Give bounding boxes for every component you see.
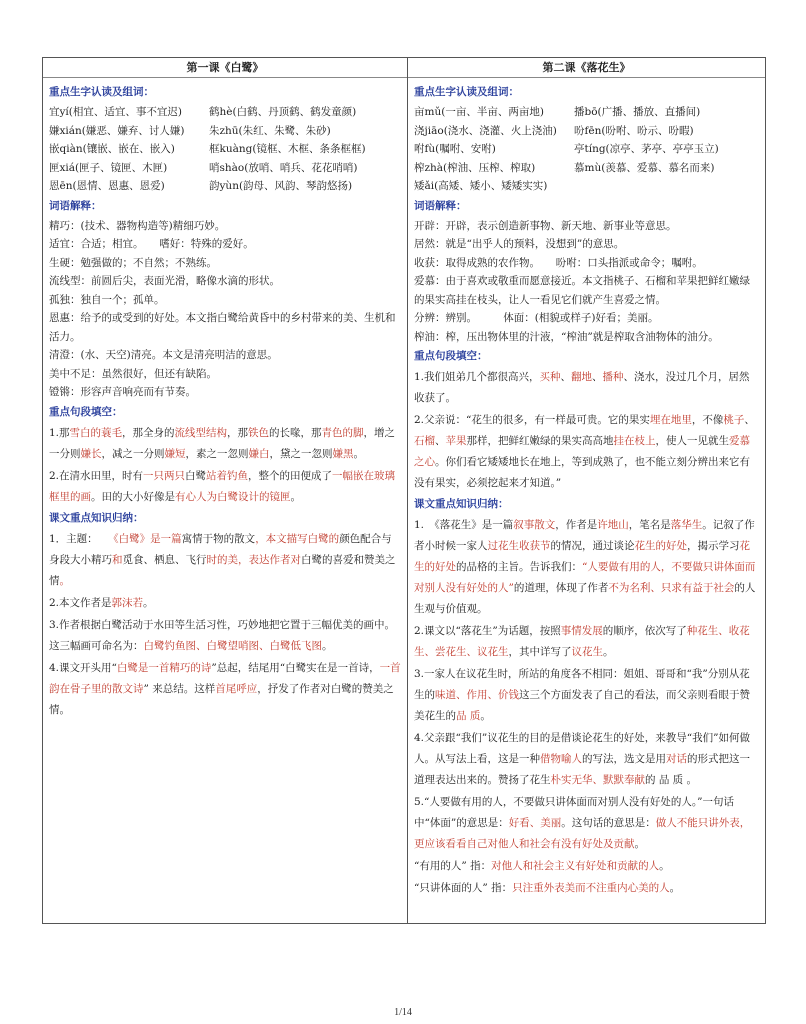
char-entry: 慕mù(羡慕、爱慕、慕名而来) (574, 161, 715, 174)
char-entry: 匣xiá(匣子、镜匣、木匣) (49, 161, 168, 174)
knowledge-paragraph (414, 878, 759, 899)
text-segment: 1．主题： (49, 532, 93, 545)
text-segment: 。 (353, 447, 364, 460)
word-entry: 流线型：前圆后尖，表面光滑，略像水滴的形状。 (49, 275, 280, 287)
knowledge-paragraph (414, 664, 759, 727)
text-segment: ，那 (227, 426, 249, 439)
answer-highlight: 《白鹭》是一篇 (92, 532, 182, 545)
text-segment: ，黛之一忽则 (269, 447, 333, 460)
answer-highlight: 一只两只 (143, 469, 186, 482)
char-entry: 矮ǎi(高矮、矮小、矮矮实实) (414, 180, 548, 192)
text-segment: 颜色配合与身段大小精巧 (49, 532, 392, 566)
text-segment: ，作者是 (555, 519, 598, 531)
knowledge-heading: 课文重点知识归纳： (414, 498, 509, 510)
word-entry: 孤独：独自一个；孤单。 (49, 293, 165, 306)
answer-highlight: 一首韵在骨子里的散文诗 (49, 661, 401, 695)
text-segment: 那样，把鲜红嫩绿的果实高高地 (466, 435, 614, 447)
text-segment: ，减之一分则 (101, 447, 165, 460)
answer-highlight: 花生的好处 (634, 540, 687, 552)
text-segment: ，增之一分则 (49, 426, 396, 460)
text-segment: 。 (290, 490, 301, 503)
answer-highlight: 过花生收获节 (487, 540, 551, 552)
text-segment: ，其中详写了 (508, 646, 572, 658)
text-segment: 这三个方面发表了自己的看法，而父亲则看眼于赞美花生的 (414, 689, 750, 722)
answer-highlight: 挂在枝上 (613, 435, 656, 447)
text-segment: 、 (744, 414, 755, 426)
knowledge-paragraph (414, 728, 759, 791)
text-segment: 3.一家人在议花生时，所站的角度各不相同：姐姐、哥哥和“我”分别从花生的 (414, 668, 750, 701)
word-entry: 生硬：勉强做的；不自然；不熟练。 (49, 256, 217, 269)
answer-highlight: 埋在地里 (649, 414, 692, 426)
text-segment: 。田的大小好像是 (91, 490, 175, 503)
text-segment: 2.本文作者是 (49, 596, 112, 609)
answer-highlight: 白鹭是一首精巧的诗 (116, 661, 212, 674)
text-segment: ，笔名是 (628, 519, 671, 531)
char-entry: 播bō(广播、播放、直播间) (574, 106, 701, 118)
knowledge-heading: 课文重点知识归纳： (49, 511, 144, 524)
text-segment: 2.在清水田里，时有 (49, 469, 144, 482)
text-segment: “只讲体面的人” 指： (414, 882, 513, 894)
char-entry: 哨shào(放哨、哨兵、花花哨哨) (209, 161, 358, 174)
char-entry: 嵌qiàn(镶嵌、嵌在、嵌入) (49, 143, 175, 155)
text-segment: 、 (560, 371, 572, 383)
answer-highlight: 做人不能只讲外表，更应该看看自己对他人和社会有没有好处及贡献 (414, 817, 751, 850)
text-segment: 、浇水，没过几个月，居然收获了。 (414, 371, 750, 404)
word-entry: 居然：就是“出乎人的预料，没想到”的意思。 (414, 238, 625, 250)
words-list (49, 217, 401, 402)
text-segment: 。 (322, 639, 333, 652)
text-segment: ，使人一见就生 (655, 435, 729, 447)
char-entry: 宜yí(相宜、适宜、事不宜迟) (49, 106, 182, 118)
answer-highlight: 落华生 (670, 519, 703, 531)
text-segment: 、 (592, 371, 603, 383)
char-row (49, 122, 401, 141)
word-entry: 爱慕：由于喜欢或敬重而愿意接近。本文指桃子、石榴和苹果把鲜红嫩绿的果实高挂在枝头，让人一看见它们就产生喜爱之情。 (414, 275, 750, 306)
text-segment: 1. 《落花生》是一篇 (414, 519, 514, 531)
lesson-2-column (408, 58, 765, 923)
text-segment: 的道理，体现了作者 (513, 582, 609, 594)
answer-highlight: 事情发展 (560, 625, 603, 637)
knowledge-paragraph (414, 515, 759, 620)
answer-highlight: 嫌黑 (332, 447, 354, 460)
chars-heading: 重点生字认读及组词： (414, 86, 519, 98)
text-segment: 4.父亲跟“我们”议花生的目的是借谈论花生的好处，来教导“我们”如何做人。从写法上看，这是一种 (414, 732, 750, 765)
char-entry: 朱zhū(朱红、朱鹭、朱砂) (209, 124, 331, 137)
answer-highlight: 味道、作用、价钱 (435, 689, 519, 701)
fill-paragraph (49, 423, 401, 465)
answer-highlight: 。 (59, 574, 70, 587)
answer-highlight: 桃子 (723, 414, 745, 426)
answer-highlight: ，本文描写白鹭的 (255, 532, 340, 545)
text-segment: “有用的人” 指： (414, 860, 492, 872)
char-row (414, 122, 759, 141)
text-segment: 的顺序，依次写了 (602, 625, 687, 637)
answer-highlight: 播种 (602, 371, 624, 383)
fill-heading: 重点句段填空： (49, 405, 123, 418)
text-segment: ，抒发了作者对白鹭的赞美之情。 (49, 682, 394, 716)
text-segment: 2.父亲说：“花生的很多，有一样最可贵。它的果实 (414, 414, 650, 426)
answer-highlight: 叙事散文 (513, 519, 556, 531)
text-segment: 的形式把这一道理表达出来的。赞扬了花生 (414, 753, 750, 786)
lesson-2-title: 第二课《落花生》 (408, 58, 765, 78)
text-segment: 。记叙了作者小时候一家人 (414, 519, 755, 552)
fill-paragraph (49, 466, 401, 508)
text-segment: ，素之一忽则 (185, 447, 249, 460)
answer-highlight: 许地山 (597, 519, 629, 531)
char-entry: 榨zhà(榨油、压榨、榨取) (414, 161, 536, 174)
answer-highlight: “人要做有用的人，不要做只讲体面而对别人没有好处的人” (414, 561, 756, 594)
answer-highlight: 爱慕之心 (414, 435, 750, 468)
fill-heading: 重点句段填空： (414, 350, 488, 362)
answer-highlight: 嫌短 (164, 447, 186, 460)
answer-highlight: 白鹭钓鱼图、白鹭望哨图、白鹭低飞图 (143, 639, 322, 652)
answer-highlight: 嫌白 (248, 447, 270, 460)
text-segment: 1.那 (49, 426, 70, 439)
text-segment: 。 (603, 646, 614, 658)
words-heading: 词语解释： (49, 199, 102, 212)
char-row (414, 103, 759, 122)
text-segment: 的 品 质 。 (645, 774, 698, 786)
answer-highlight: 只注重外表美而不注重内心美的人 (512, 882, 670, 894)
knowledge-paragraph (49, 529, 401, 592)
char-entry: 吩fēn(吩咐、吩示、吩暇) (574, 124, 694, 137)
answer-highlight: 一幅嵌在玻璃框里的画 (49, 469, 396, 503)
chars-list (49, 103, 401, 196)
answer-highlight: 种花生、收花生、尝花生、议花生 (414, 625, 750, 658)
char-entry: 嫌xián(嫌恶、嫌弃、讨人嫌) (49, 124, 185, 137)
word-entry: 恩惠：给予的或受到的好处。本文指白鹭给黄昏中的乡村带来的美、生机和活力。 (49, 312, 396, 343)
text-segment: 。你们看它矮矮地长在地上，等到成熟了，也不能立刻分辨出来它有没有果实，必须挖起来才知道。” (414, 456, 750, 489)
fill-paragraph (414, 367, 759, 409)
knowledge-paragraph (414, 621, 759, 663)
char-entry: 亭tíng(凉亭、茅亭、亭亭玉立) (574, 143, 719, 155)
answer-highlight: 嫌长 (80, 447, 102, 460)
answer-highlight: 站着钓鱼 (206, 469, 249, 482)
char-entry: 鹤hè(白鹤、丹顶鹤、鹤发童颜) (209, 106, 357, 118)
text-segment: 。 (669, 882, 681, 894)
text-segment: ，不像 (691, 414, 724, 426)
char-row (49, 159, 401, 178)
answer-highlight: 花生的好处 (414, 540, 750, 573)
answer-highlight: 翻地 (571, 371, 593, 383)
lesson-notes-table (42, 57, 766, 924)
text-segment: 的人生观与价值观。 (414, 582, 756, 615)
text-segment: 白鹭 (185, 469, 207, 482)
chars-heading: 重点生字认读及组词： (49, 86, 154, 98)
word-entry: 开辟：开辟，表示创造新事物、新天地、新事业等意思。 (414, 219, 677, 232)
text-segment: 觅食、栖息、飞行 (122, 553, 207, 566)
chars-list (414, 103, 759, 196)
text-segment: 3.作者根据白鹭活动于水田等生活习性，巧妙地把它置于三幅优美的画中。这三幅画可命名为： (49, 618, 396, 652)
answer-highlight: 借物喻人 (540, 753, 582, 765)
text-segment: 2.课文以“落花生”为话题，按照 (414, 625, 561, 637)
text-segment: 的情况，通过谈论 (550, 540, 635, 552)
text-segment: 。这句话的意思是： (561, 817, 656, 829)
text-segment: ，整个的田便成了 (248, 469, 333, 482)
fill-paragraph (414, 410, 759, 494)
char-entry: 咐fù(嘱咐、安咐) (414, 143, 496, 155)
word-entry: 美中不足：虽然很好，但还有缺陷。 (49, 367, 217, 380)
knowledge-paragraph (414, 856, 759, 877)
word-entry: 清澄：(水、天空)清亮。本文是清亮明洁的意思。 (49, 349, 278, 361)
char-entry: 框kuàng(镜框、木框、条条框框) (209, 143, 366, 155)
char-entry: 韵yùn(韵母、风韵、琴韵悠扬) (209, 180, 353, 192)
word-entry: 分辨：辨别。 体面：(相貌或样子)好看；美丽。 (414, 312, 659, 324)
answer-highlight: 议花生 (571, 646, 603, 658)
answer-highlight: 郭沫若 (111, 596, 144, 609)
answer-highlight: 流线型结构 (174, 426, 228, 439)
text-segment: ，揭示学习 (687, 540, 740, 552)
char-row (414, 140, 759, 159)
answer-highlight: 和 (112, 553, 123, 566)
words-heading: 词语解释： (414, 199, 467, 212)
text-segment: 。 (143, 596, 154, 609)
knowledge-paragraph (49, 615, 401, 657)
text-segment: 寓情于物的散文 (181, 532, 256, 545)
answer-highlight: 铁色 (248, 426, 270, 439)
text-segment: 1.我们姐弟几个都很高兴， (414, 371, 540, 383)
lesson-1-title: 第一课《白鹭》 (43, 58, 407, 78)
answer-highlight: 不为名利、只求有益于社会 (608, 582, 735, 594)
char-row (49, 140, 401, 159)
answer-highlight: 首尾呼应 (215, 682, 258, 695)
answer-highlight: 青色的脚 (321, 426, 364, 439)
answer-highlight: 时的美，表达作者对 (206, 553, 301, 566)
word-entry: 精巧：(技术、器物构造等)精细巧妙。 (49, 219, 226, 232)
text-segment: 。 (659, 860, 670, 872)
text-segment: 的品格的主旨。告诉我们： (456, 561, 582, 573)
answer-highlight: 对他人和社会主义有好处和贡献的人 (491, 860, 660, 872)
text-segment: ” 来总结。这样 (143, 682, 216, 695)
answer-highlight: 苹果 (445, 435, 467, 447)
answer-highlight: 雪白的蓑毛 (69, 426, 123, 439)
text-segment: ”总起，结尾用“白鹭实在是一首诗， (211, 661, 380, 674)
answer-highlight: 对话 (666, 753, 687, 765)
answer-highlight: 买种 (539, 371, 561, 383)
answer-highlight: 石榴 (414, 435, 435, 447)
char-entry: 恩ēn(恩情、恩惠、恩爱) (49, 180, 165, 192)
char-row (414, 177, 759, 196)
text-segment: 4.课文开头用“ (49, 661, 117, 674)
answer-highlight: 好看、美丽 (508, 817, 562, 829)
text-segment: 。 (634, 838, 645, 850)
text-segment: 白鹭的喜爱和赞美之情 (49, 553, 396, 587)
text-segment: ，那全身的 (122, 426, 175, 439)
text-segment: 的长喙，那 (269, 426, 322, 439)
word-entry: 收获：取得成熟的农作物。 吩咐：口头指派或命令；嘱咐。 (414, 256, 703, 269)
knowledge-paragraph (49, 593, 401, 614)
word-entry: 适宜：合适；相宜。 嗜好：特殊的爱好。 (49, 238, 254, 250)
answer-highlight: 品 质 (456, 710, 481, 722)
char-row (414, 159, 759, 178)
text-segment: 。 (480, 710, 491, 722)
text-segment: 5.“人要做有用的人，不要做只讲体面而对别人没有好处的人。”一句话中“体面”的意思是： (414, 796, 735, 829)
text-segment: 的写法，选文是用 (582, 753, 666, 765)
answer-highlight: 有心人为白鹭设计的镜匣 (175, 490, 291, 503)
word-entry: 镫锵：形容声音响亮而有节奏。 (49, 386, 196, 398)
char-entry: 浇jiāo(浇水、浇灌、火上浇油) (414, 124, 557, 137)
char-row (49, 177, 401, 196)
words-list (414, 217, 759, 347)
answer-highlight: 朴实无华、默默奉献 (550, 774, 645, 786)
text-segment: 、 (435, 435, 446, 447)
page-number: 1/14 (394, 1007, 412, 1018)
word-entry: 榨油：榨，压出物体里的汁液，“榨油”就是榨取含油物体的油分。 (414, 330, 719, 343)
char-row (49, 103, 401, 122)
knowledge-paragraph (49, 658, 401, 721)
lesson-1-column (43, 58, 408, 923)
char-entry: 亩mǔ(一亩、半亩、两亩地) (414, 106, 544, 118)
knowledge-paragraph (414, 792, 759, 855)
